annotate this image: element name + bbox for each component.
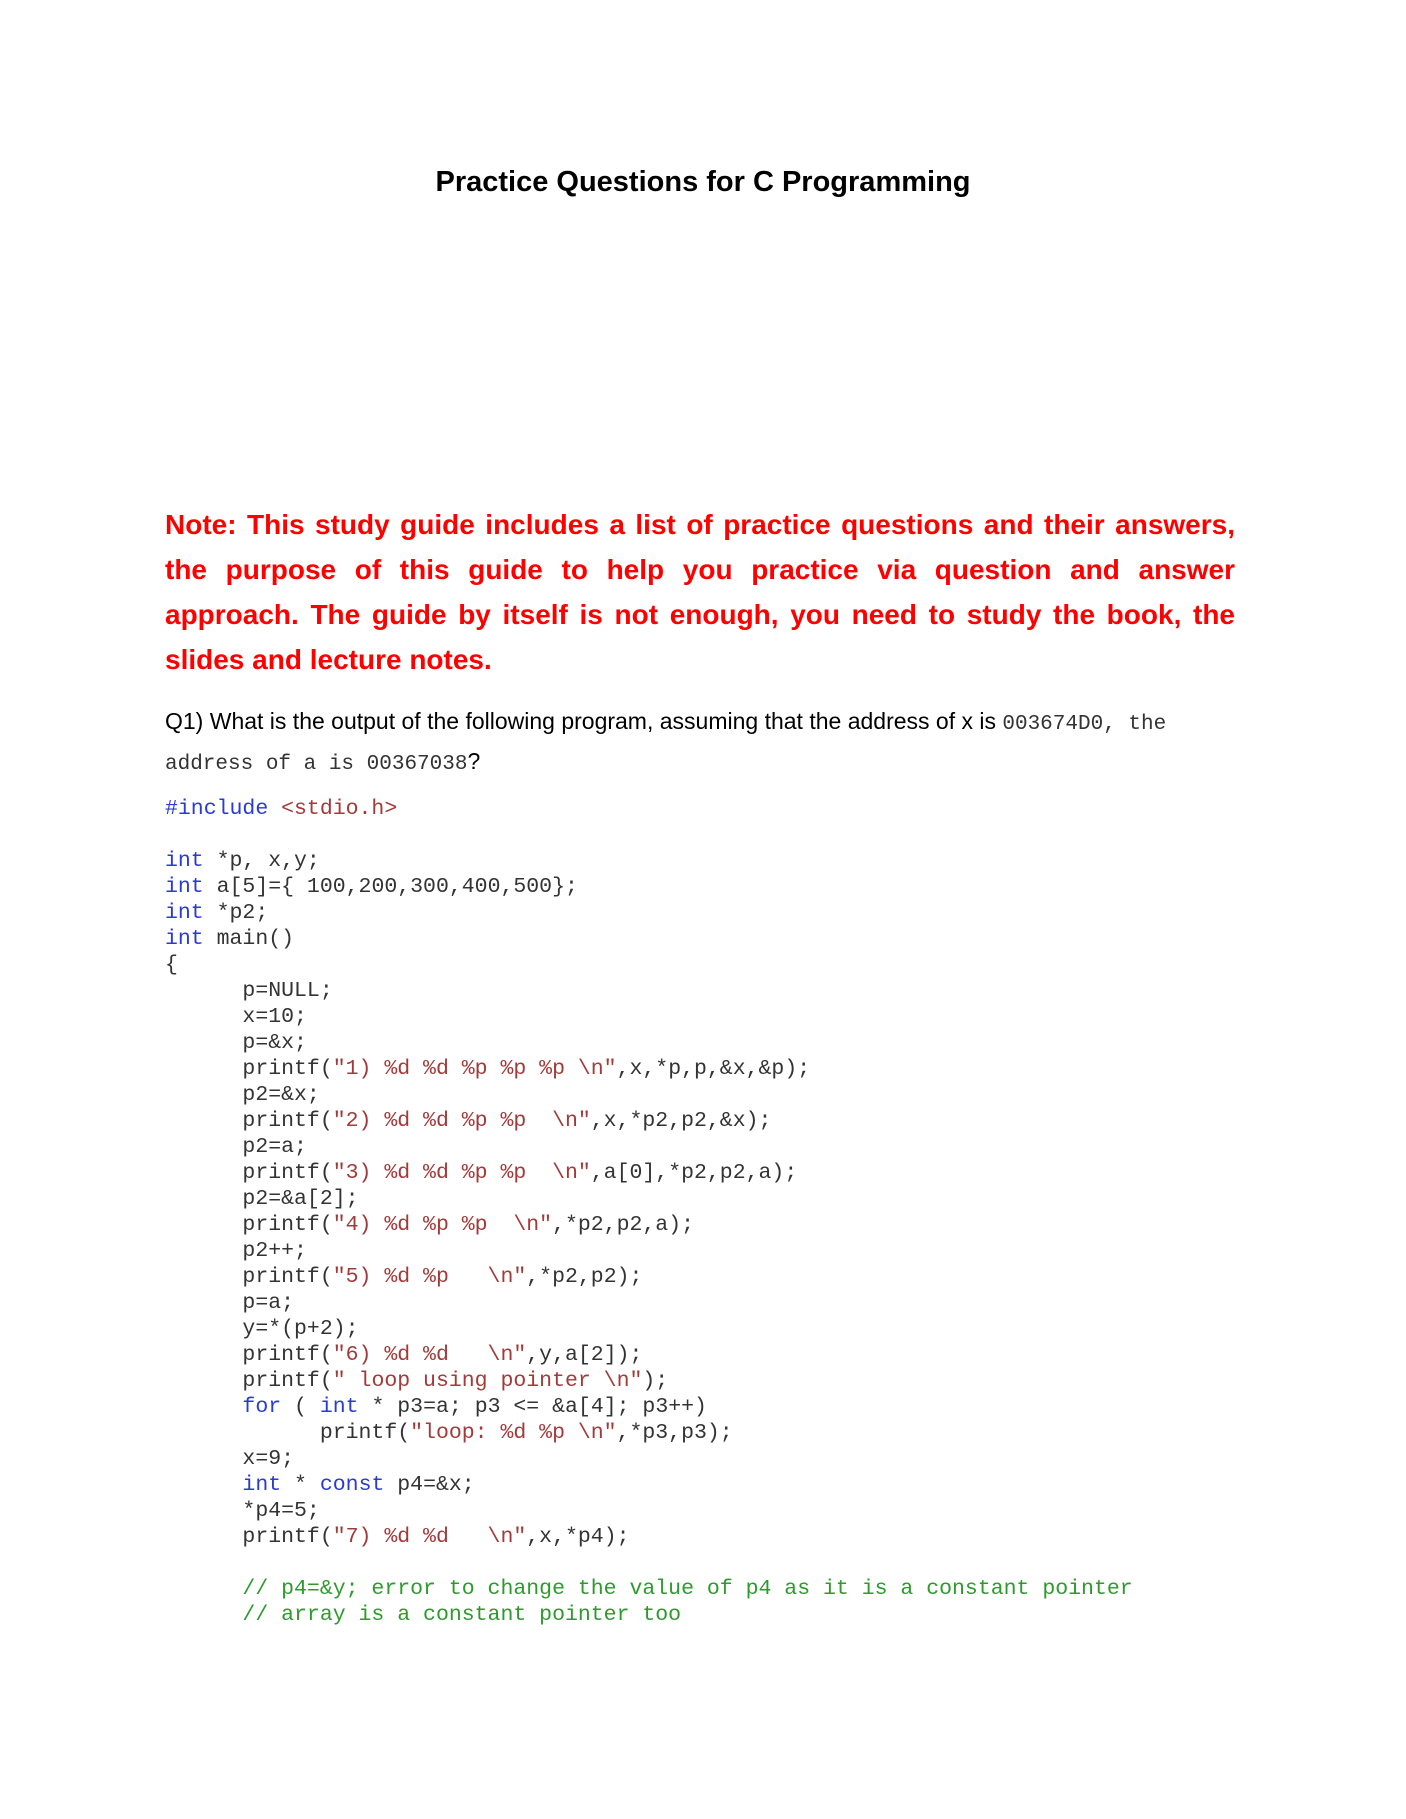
- code-decl-line: [165, 874, 1133, 900]
- code-text: printf(: [165, 1525, 333, 1549]
- keyword-int: int: [165, 901, 204, 925]
- code-printf-line: [165, 1524, 1133, 1550]
- code-text: printf(: [165, 1343, 333, 1367]
- string-literal: "6) %d %d \n": [332, 1343, 527, 1367]
- document-title: Practice Questions for C Programming: [435, 166, 971, 198]
- code-line: x=9;: [165, 1447, 295, 1471]
- code-decl-line: [165, 926, 1133, 952]
- code-printf-line: [165, 1108, 1133, 1134]
- code-line: *p4=5;: [165, 1499, 320, 1523]
- code-text: ,x,*p4);: [526, 1525, 630, 1549]
- code-blank-line: [165, 822, 1133, 848]
- address-text: 003674D0, the address of a is 00367038: [165, 713, 1167, 776]
- keyword-int: int: [165, 875, 204, 899]
- code-text: * p3=a; p3 <= &a[4]; p3++): [358, 1395, 707, 1419]
- keyword-int: int: [242, 1473, 282, 1497]
- string-literal: "loop: %d %p \n": [410, 1421, 617, 1445]
- keyword-int: int: [165, 927, 204, 951]
- code-text: ,a[0],*p2,p2,a);: [590, 1161, 798, 1185]
- code-line: p=NULL;: [165, 979, 333, 1003]
- code-line: p=&x;: [165, 1031, 307, 1055]
- code-text: (: [281, 1395, 320, 1419]
- code-text: printf(: [165, 1421, 411, 1445]
- code-text: main(): [203, 927, 295, 951]
- code-text: printf(: [165, 1057, 333, 1081]
- code-printf-line: [165, 1264, 1133, 1290]
- code-printf-line: [165, 1212, 1133, 1238]
- study-guide-note: Note: This study guide includes a list of practice questions and their answers, the purpose of this guide to help you practice via question and answer approach. The guide by itself is not enough, you need to study the book, the slides and lecture notes.: [165, 509, 1235, 675]
- code-text: ,y,a[2]);: [526, 1343, 643, 1367]
- question-1: [165, 703, 1245, 783]
- code-decl-line: [165, 848, 1133, 874]
- code-printf-line: [165, 1160, 1133, 1186]
- code-line: x=10;: [165, 1005, 307, 1029]
- code-line: p2=a;: [165, 1135, 307, 1159]
- code-text: ,x,*p,p,&x,&p);: [616, 1057, 811, 1081]
- code-line: p2=&a[2];: [165, 1187, 359, 1211]
- string-literal: "3) %d %d %p %p \n": [332, 1161, 591, 1185]
- code-text: ,x,*p2,p2,&x);: [590, 1109, 772, 1133]
- string-literal: " loop using pointer \n": [332, 1369, 643, 1393]
- code-printf-line: [165, 1368, 1133, 1394]
- code-text: ,*p2,p2);: [526, 1265, 643, 1289]
- code-include-line: [165, 796, 1133, 822]
- code-printf-line: [165, 1420, 1133, 1446]
- code-block: [165, 796, 1133, 1628]
- keyword-int: int: [319, 1395, 359, 1419]
- code-for-line: [165, 1394, 1133, 1420]
- string-literal: "7) %d %d \n": [332, 1525, 527, 1549]
- code-text: printf(: [165, 1265, 333, 1289]
- code-text: printf(: [165, 1213, 333, 1237]
- code-text: printf(: [165, 1109, 333, 1133]
- code-text: ,*p3,p3);: [616, 1421, 733, 1445]
- string-literal: "5) %d %p \n": [332, 1265, 527, 1289]
- code-line: y=*(p+2);: [165, 1317, 359, 1341]
- code-text: *: [281, 1473, 320, 1497]
- keyword-for: for: [242, 1395, 282, 1419]
- code-indent: [165, 1395, 242, 1419]
- code-text: printf(: [165, 1161, 333, 1185]
- code-blank-line: [165, 1550, 1133, 1576]
- preprocessor-directive: #include: [165, 797, 269, 821]
- code-indent: [165, 1473, 242, 1497]
- code-comment: // array is a constant pointer too: [165, 1603, 682, 1627]
- string-literal: "2) %d %d %p %p \n": [332, 1109, 591, 1133]
- include-header: <stdio.h>: [268, 797, 398, 821]
- code-line: p2++;: [165, 1239, 307, 1263]
- string-literal: "4) %d %p %p \n": [332, 1213, 553, 1237]
- code-comment: // p4=&y; error to change the value of p4 as it is a constant pointer: [165, 1577, 1133, 1601]
- keyword-const: const: [319, 1473, 385, 1497]
- code-text: );: [642, 1369, 669, 1393]
- code-text: p4=&x;: [384, 1473, 475, 1497]
- code-line: p2=&x;: [165, 1083, 320, 1107]
- code-printf-line: [165, 1342, 1133, 1368]
- code-decl-line: [165, 900, 1133, 926]
- keyword-int: int: [165, 849, 204, 873]
- code-text: *p2;: [203, 901, 269, 925]
- code-line: p=a;: [165, 1291, 295, 1315]
- question-text: Q1) What is the output of the following program, assuming that the address of x is: [165, 708, 1003, 734]
- code-text: a[5]={ 100,200,300,400,500};: [203, 875, 578, 899]
- code-text: *p, x,y;: [203, 849, 320, 873]
- code-const-line: [165, 1472, 1133, 1498]
- question-mark: ?: [467, 748, 481, 774]
- code-printf-line: [165, 1056, 1133, 1082]
- code-open-brace: {: [165, 953, 178, 977]
- string-literal: "1) %d %d %p %p %p \n": [332, 1057, 617, 1081]
- code-text: printf(: [165, 1369, 333, 1393]
- code-text: ,*p2,p2,a);: [552, 1213, 695, 1237]
